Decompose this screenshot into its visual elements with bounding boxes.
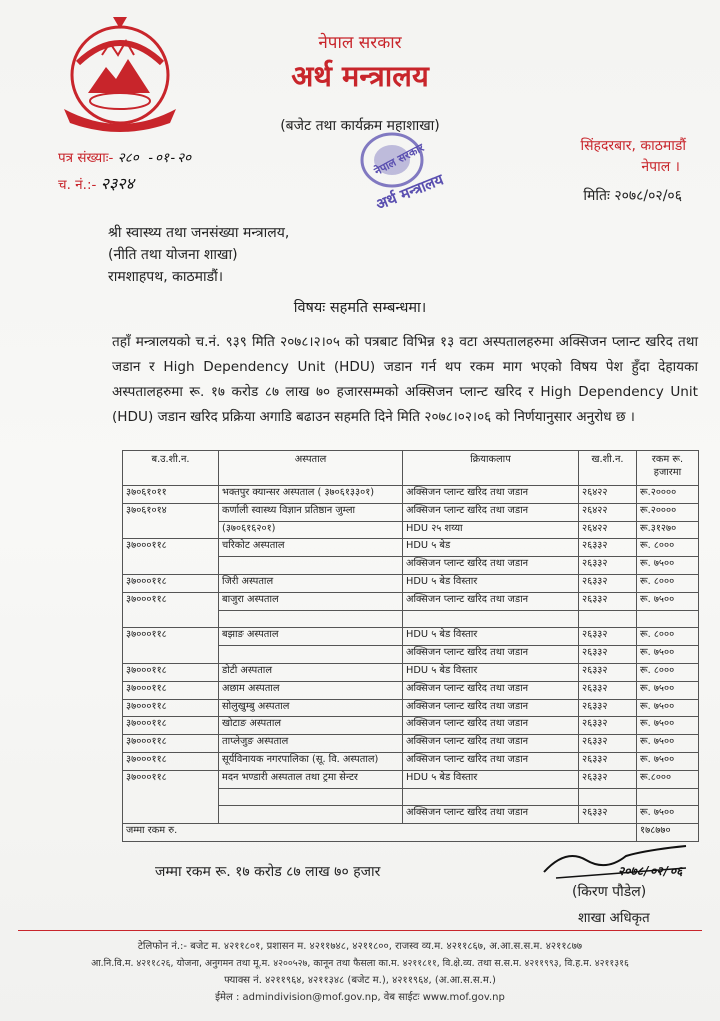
activity-cell: HDU ५ बेड विस्तार — [403, 770, 579, 788]
activity-cell: HDU ५ बेड विस्तार — [403, 574, 579, 592]
amount-cell: रू. ८००० — [637, 628, 699, 646]
hospital-cell: मदन भण्डारी अस्पताल तथा ट्रमा सेन्टर — [219, 770, 403, 788]
table-row — [123, 735, 699, 753]
expense-code-cell: २६३३२ — [579, 539, 637, 557]
recipient-address: श्री स्वास्थ्य तथा जनसंख्या मन्त्रालय, (नीति तथा योजना शाखा) रामशाहपथ, काठमाडौं। — [108, 225, 290, 285]
amount-cell: रू.२०००० — [637, 486, 699, 504]
hospital-cell: (३७०६१६२०१) — [219, 521, 403, 539]
expense-code-cell: २६४२२ — [579, 521, 637, 539]
table-row — [123, 788, 699, 806]
table-row — [123, 681, 699, 699]
hospital-cell: सोलुखुम्बु अस्पताल — [219, 699, 403, 717]
col-header-expense-code: ख.शी.न. — [579, 451, 637, 486]
hospital-cell: कर्णाली स्वास्थ्य विज्ञान प्रतिष्ठान जुम्ला — [219, 503, 403, 521]
footer-divider — [18, 930, 702, 931]
hospital-cell: अछाम अस्पताल — [219, 681, 403, 699]
hospital-cell: सूर्यविनायक नगरपालिका (सू. वि. अस्पताल) — [219, 752, 403, 770]
amount-cell: रू. ८००० — [637, 539, 699, 557]
amount-cell: रू. ७५०० — [637, 735, 699, 753]
hospital-cell — [219, 610, 403, 628]
amount-cell: रू. ८००० — [637, 663, 699, 681]
letter-body: तहाँ मन्त्रालयको च.नं. ९३९ मिति २०७८।२।०५ को पत्रबाट विभिन्न १३ वटा अस्पतालहरुमा अक्सिजन प्लान्ट खरिद तथा जडान र High Dependency Unit (HDU) जडान गर्न थप रकम माग भएको विषय पेश हुँदा देहायका अस्पतालहरुमा रू. १७ करोड ८७ लाख ७० हजारसम्मको अक्सिजन प्लान्ट खरिद र High Dependency Unit (HDU) जडान खरिद प्रक्रिया अगाडि बढाउन सहमति दिने मिति २०७८।०२।०६ को निर्णयानुसार अनुरोध छ । — [112, 334, 698, 425]
signatory-title: शाखा अधिकृत — [578, 910, 650, 926]
budget-code-cell: ३७०६१०१४ — [123, 503, 219, 521]
table-row — [123, 752, 699, 770]
expense-code-cell: २६३३२ — [579, 752, 637, 770]
budget-code-cell: ३७०००११८ — [123, 592, 219, 610]
budget-code-cell: ३७०००११८ — [123, 717, 219, 735]
reference-number: च. नं.:- २३२४ — [58, 174, 134, 193]
table-row — [123, 628, 699, 646]
budget-code-cell — [123, 788, 219, 806]
amount-cell: रू. ८००० — [637, 574, 699, 592]
branch-name: (बजेट तथा कार्यक्रम महाशाखा) — [280, 118, 440, 134]
ministry-name: अर्थ मन्त्रालय — [291, 59, 429, 93]
amount-cell — [637, 610, 699, 628]
activity-cell — [403, 788, 579, 806]
table-header-row — [123, 451, 699, 486]
activity-cell: HDU २५ शय्या — [403, 521, 579, 539]
table-row — [123, 610, 699, 628]
expense-code-cell: २६३३२ — [579, 592, 637, 610]
table-row — [123, 521, 699, 539]
budget-code-cell: ३७०००११८ — [123, 628, 219, 646]
budget-code-cell: ३७०००११८ — [123, 663, 219, 681]
amount-cell: रू. ७५०० — [637, 592, 699, 610]
hospital-cell: चरिकोट अस्पताल — [219, 539, 403, 557]
table-row — [123, 717, 699, 735]
hospital-cell: भक्तपुर क्यान्सर अस्पताल ( ३७०६१३३०१) — [219, 486, 403, 504]
amount-cell: रू.८००० — [637, 770, 699, 788]
table-row — [123, 574, 699, 592]
hospital-cell: बझाङ अस्पताल — [219, 628, 403, 646]
expense-code-cell — [579, 788, 637, 806]
footer-email-web: ईमेल : admindivision@mof.gov.np, वेब साईटः www.mof.gov.np — [215, 992, 505, 1003]
activity-cell: HDU ५ बेड — [403, 539, 579, 557]
budget-code-cell: ३७०००११८ — [123, 770, 219, 788]
footer-phone: टेलिफोन नं.:- बजेट म. ४२११८०१, प्रशासन म. ४२११७४८, ४२११८००, राजस्व व्य.म. ४२११८६७, अ.आ.स.स.म. ४२११८७७ — [137, 941, 583, 952]
subject-line: विषयः सहमति सम्बन्धमा। — [293, 300, 427, 316]
budget-code-cell — [123, 521, 219, 539]
expense-code-cell: २६३३२ — [579, 663, 637, 681]
government-name: नेपाल सरकार — [318, 33, 402, 53]
office-address: सिंहदरबार, काठमाडौं नेपाल । — [580, 138, 686, 175]
col-header-hospital: अस्पताल — [219, 451, 403, 486]
table-row — [123, 486, 699, 504]
expense-code-cell: २६३३२ — [579, 806, 637, 824]
hospital-cell — [219, 646, 403, 664]
budget-code-cell: ३७०००११८ — [123, 574, 219, 592]
hospital-cell: बाजुरा अस्पताल — [219, 592, 403, 610]
expense-code-cell: २६३३२ — [579, 735, 637, 753]
total-label: जम्मा रकम रु. — [123, 824, 637, 842]
budget-code-cell — [123, 610, 219, 628]
budget-code-cell: ३७०००११८ — [123, 699, 219, 717]
activity-cell: अक्सिजन प्लान्ट खरिद तथा जडान — [403, 646, 579, 664]
activity-cell: अक्सिजन प्लान्ट खरिद तथा जडान — [403, 486, 579, 504]
activity-cell: अक्सिजन प्लान्ट खरिद तथा जडान — [403, 717, 579, 735]
amount-cell: रू. ७५०० — [637, 646, 699, 664]
expense-code-cell: २६३३२ — [579, 717, 637, 735]
col-header-amount: रकम रू. हजारमा — [637, 451, 699, 486]
amount-cell: रू. ७५०० — [637, 699, 699, 717]
amount-cell: रू. ७५०० — [637, 681, 699, 699]
table-row — [123, 539, 699, 557]
expense-code-cell: २६३३२ — [579, 699, 637, 717]
activity-cell — [403, 610, 579, 628]
amount-cell: रू.२०००० — [637, 503, 699, 521]
hospital-cell: ताप्लेजुङ अस्पताल — [219, 735, 403, 753]
table-row — [123, 592, 699, 610]
signatory-name: (किरण पौडेल) — [572, 884, 647, 900]
expense-code-cell: २६३३२ — [579, 646, 637, 664]
table-row — [123, 699, 699, 717]
total-value: १७८७७० — [637, 824, 699, 842]
activity-cell: HDU ५ बेड विस्तार — [403, 628, 579, 646]
table-row — [123, 503, 699, 521]
amount-cell: रू. ७५०० — [637, 557, 699, 575]
table-row — [123, 646, 699, 664]
budget-code-cell: ३७०००११८ — [123, 539, 219, 557]
budget-code-cell — [123, 806, 219, 824]
budget-code-cell — [123, 646, 219, 664]
signature: २०७८/०२/०६ — [536, 838, 696, 882]
expense-code-cell: २६३३२ — [579, 681, 637, 699]
expense-code-cell: २६४२२ — [579, 503, 637, 521]
activity-cell: अक्सिजन प्लान्ट खरिद तथा जडान — [403, 503, 579, 521]
ministry-stamp: नेपाल सरकार अर्थ मन्त्रालय — [352, 126, 452, 220]
expense-code-cell: २६३३२ — [579, 574, 637, 592]
expense-code-cell: २६३३२ — [579, 628, 637, 646]
letter-date: मितिः २०७८/०२/०६ — [583, 188, 682, 204]
budget-code-cell: ३७०००११८ — [123, 752, 219, 770]
expense-code-cell: २६३३२ — [579, 770, 637, 788]
hospital-cell: खोटाङ अस्पताल — [219, 717, 403, 735]
allocation-table — [122, 450, 699, 842]
activity-cell: अक्सिजन प्लान्ट खरिद तथा जडान — [403, 681, 579, 699]
activity-cell: अक्सिजन प्लान्ट खरिद तथा जडान — [403, 735, 579, 753]
expense-code-cell — [579, 610, 637, 628]
budget-code-cell: ३७०६१०११ — [123, 486, 219, 504]
footer-departments: आ.नि.वि.म. ४२११८२६, योजना, अनुगमन तथा मू.म. ४२००५२७, कानून तथा फैसला का.म. ४२११८११, वि.क्षे.व्य. तथा स.स.म. ४२११९९३, वि.ह.म. ४२११३१६ — [91, 958, 629, 969]
activity-cell: अक्सिजन प्लान्ट खरिद तथा जडान — [403, 557, 579, 575]
budget-code-cell: ३७०००११८ — [123, 681, 219, 699]
budget-code-cell: ३७०००११८ — [123, 735, 219, 753]
col-header-activity: क्रियाकलाप — [403, 451, 579, 486]
activity-cell: HDU ५ बेड विस्तार — [403, 663, 579, 681]
amount-cell: रू.३१२७० — [637, 521, 699, 539]
activity-cell: अक्सिजन प्लान्ट खरिद तथा जडान — [403, 699, 579, 717]
hospital-cell: डोटी अस्पताल — [219, 663, 403, 681]
letter-number: पत्र संख्याः- २८० -०१-२० — [58, 150, 192, 166]
hospital-cell — [219, 806, 403, 824]
table-row — [123, 806, 699, 824]
activity-cell: अक्सिजन प्लान्ट खरिद तथा जडान — [403, 806, 579, 824]
footer-fax: फ्याक्स नं. ४२११९६४, ४२११३४८ (बजेट म.), ४२११९६४, (अ.आ.स.स.म.) — [224, 975, 496, 986]
table-row — [123, 770, 699, 788]
activity-cell: अक्सिजन प्लान्ट खरिद तथा जडान — [403, 752, 579, 770]
hospital-cell — [219, 788, 403, 806]
hospital-cell: जिरी अस्पताल — [219, 574, 403, 592]
total-in-words: जम्मा रकम रू. १७ करोड ८७ लाख ७० हजार — [155, 864, 381, 880]
expense-code-cell: २६४२२ — [579, 486, 637, 504]
budget-code-cell — [123, 557, 219, 575]
amount-cell: रू. ७५०० — [637, 717, 699, 735]
hospital-cell — [219, 557, 403, 575]
amount-cell — [637, 788, 699, 806]
table-row — [123, 557, 699, 575]
table-row — [123, 663, 699, 681]
activity-cell: अक्सिजन प्लान्ट खरिद तथा जडान — [403, 592, 579, 610]
amount-cell: रू. ७५०० — [637, 752, 699, 770]
amount-cell: रू. ७५०० — [637, 806, 699, 824]
col-header-budget-code: ब.उ.शी.न. — [123, 451, 219, 486]
expense-code-cell: २६३३२ — [579, 557, 637, 575]
